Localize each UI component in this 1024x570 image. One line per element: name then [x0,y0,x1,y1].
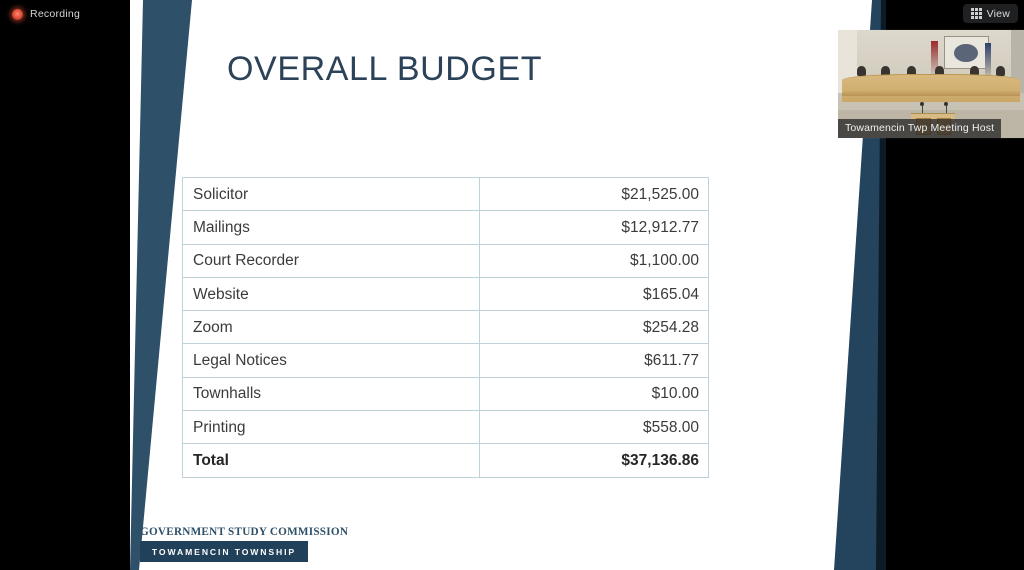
microphone [922,105,923,114]
council-dais [842,74,1021,102]
table-row [183,344,709,377]
table-row [183,211,709,244]
budget-item-label: Court Recorder [183,244,480,277]
budget-item-label: Townhalls [183,377,480,410]
table-row [183,411,709,444]
table-row [183,377,709,410]
shared-slide [130,0,886,570]
microphone [946,105,947,114]
table-row [183,311,709,344]
table-row [183,277,709,310]
dais-front-panel [842,90,1021,96]
budget-total-value: $37,136.86 [480,444,709,477]
participant-name-label: Towamencin Twp Meeting Host [838,119,1001,138]
budget-table-body [183,178,709,478]
table-row [183,178,709,211]
record-dot-icon [12,9,23,20]
budget-item-value: $21,525.00 [480,178,709,211]
recording-indicator [8,5,84,23]
logo-commission-name: GOVERNMENT STUDY COMMISSION [140,526,349,538]
budget-item-value: $10.00 [480,377,709,410]
grid-view-icon [971,8,982,19]
recording-label: Recording [30,8,81,20]
state-flag [985,43,991,75]
budget-item-label: Solicitor [183,178,480,211]
budget-item-label: Zoom [183,311,480,344]
budget-item-value: $558.00 [480,411,709,444]
budget-item-value: $1,100.00 [480,244,709,277]
budget-item-value: $165.04 [480,277,709,310]
budget-item-value: $254.28 [480,311,709,344]
township-seal-banner [944,36,989,68]
budget-item-label: Mailings [183,211,480,244]
table-row-total [183,444,709,477]
budget-total-label: Total [183,444,480,477]
participant-video-tile[interactable] [838,30,1024,138]
view-button[interactable] [963,4,1018,23]
budget-item-value: $12,912.77 [480,211,709,244]
table-row [183,244,709,277]
budget-item-label: Website [183,277,480,310]
page-title: OVERALL BUDGET [227,50,543,88]
logo-township-name: TOWAMENCIN TOWNSHIP [140,541,308,562]
budget-item-label: Legal Notices [183,344,480,377]
commission-logo [140,526,349,562]
budget-item-value: $611.77 [480,344,709,377]
budget-item-label: Printing [183,411,480,444]
budget-table [182,177,709,478]
view-button-label: View [986,7,1010,20]
